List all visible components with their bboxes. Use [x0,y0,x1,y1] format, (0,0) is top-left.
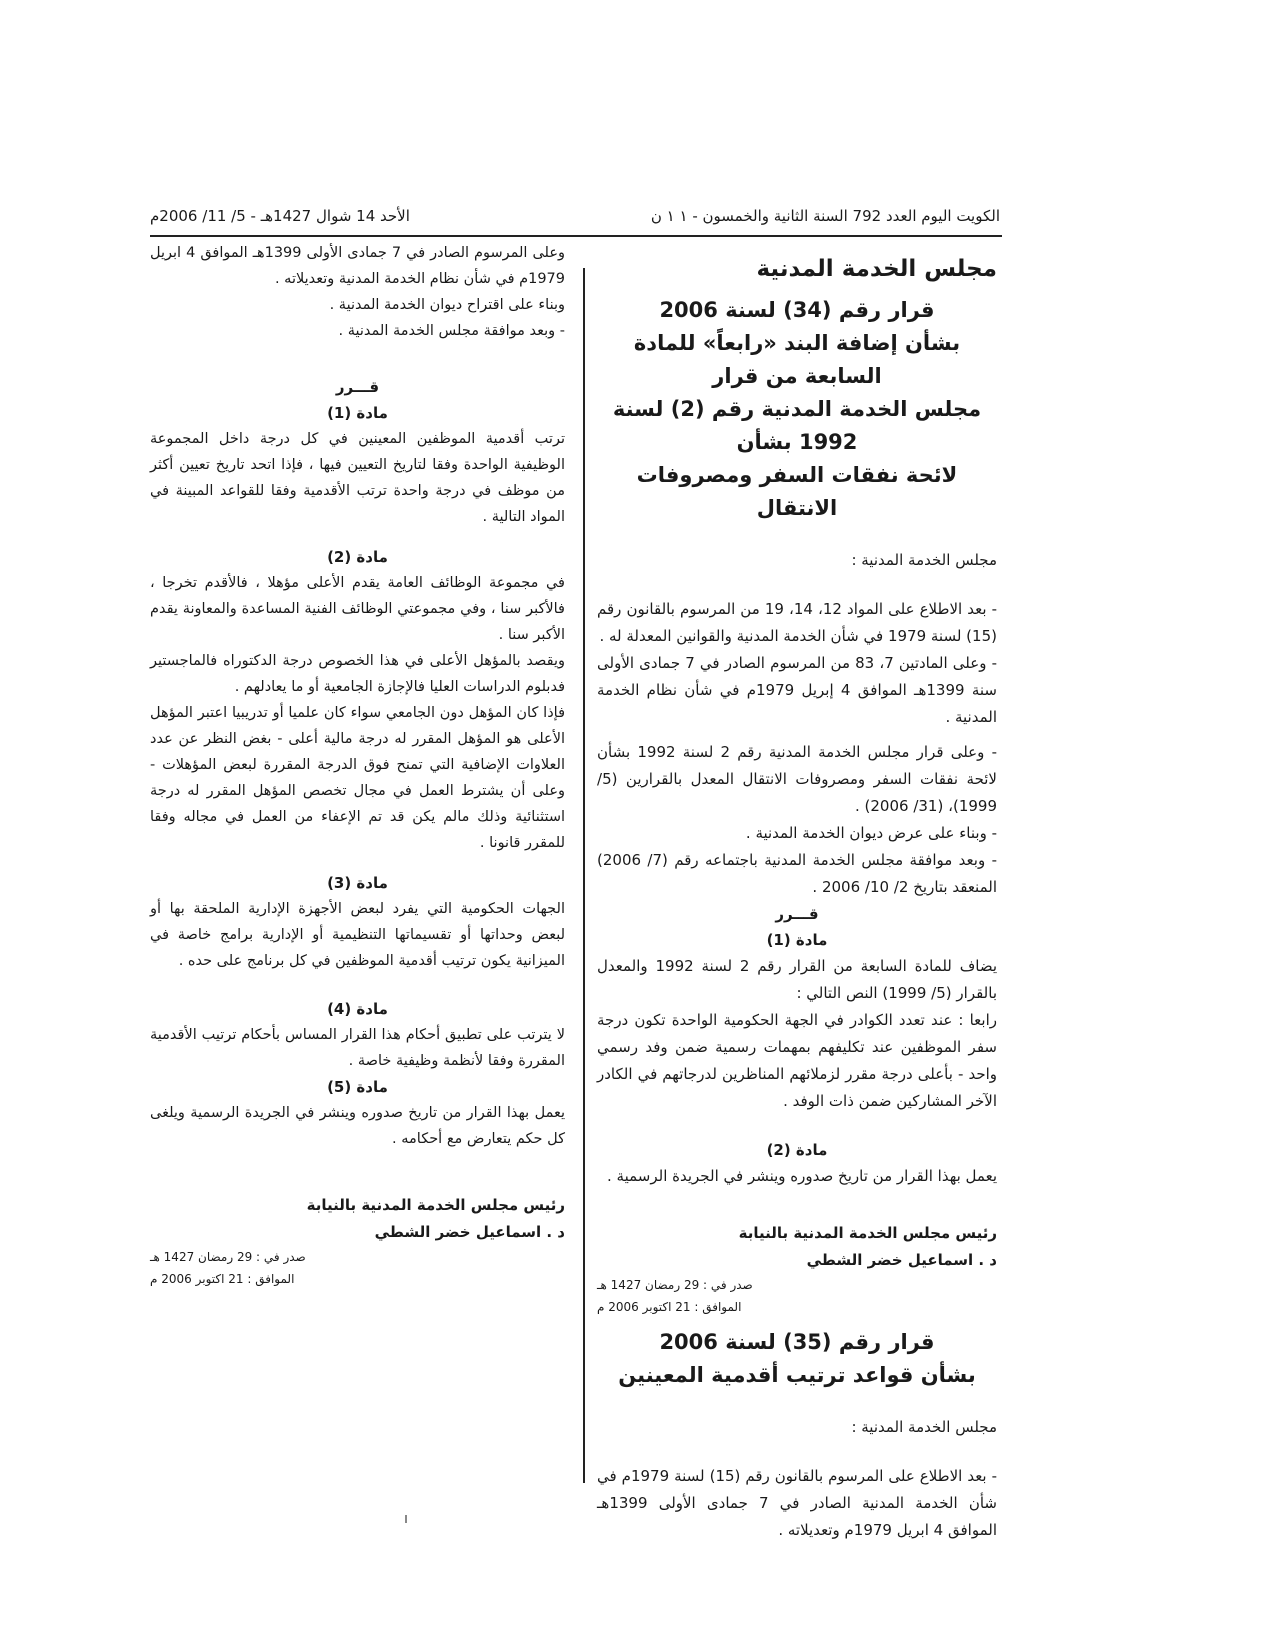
section-heading: مجلس الخدمة المدنية [756,256,997,282]
preamble-paragraph: - بعد الاطلاع على المرسوم بالقانون رقم (15) لسنة 1979م في شأن الخدمة المدنية الصادر في 7 جمادى الأولى 1399هـ الموافق 4 ابريل 1979م وتعديلاته . [597,1467,997,1539]
article-text: الجهات الحكومية التي يفرد لبعض الأجهزة الإدارية الملحقة بها أو لبعض وحداتها أو تقسيماتها التنظيمية أو الإدارية برامج خاصة في الميزانية يكون ترتيب أقدمية الموظفين في كل برنامج على حده . [150,901,565,969]
article-text: يضاف للمادة السابعة من القرار رقم 2 لسنة 1992 والمعدل بالقرار (5/ 1999) النص التالي : [597,957,998,1002]
decision35-title: بشأن قواعد ترتيب أقدمية المعينين [618,1363,976,1387]
article-text: فإذا كان المؤهل دون الجامعي سواء كان علميا أو تدريبيا اعتبر المؤهل الأعلى هو المؤهل المقرر له درجة مالية أعلى - بغض النظر عن عدد العلاوات الإضافية التي تمنح فوق الدرجة المقررة لبعض المؤهلات - وعلى أن يشترط العمل في مجال تخصص المؤهل المقرر له درجة استثنائية وذلك مالم يكن قد تم الإعفاء من العمل في مجاله وفقا للمقرر قانونا . [150,705,565,851]
preamble-paragraph: - وعلى قرار مجلس الخدمة المدنية رقم 2 لسنة 1992 بشأن لائحة نفقات السفر ومصروفات الانتقال المعدل بالقرارين (5/ 1999)، (31/ 2006) . [597,743,997,815]
article-title: مادة (2) [766,1141,828,1159]
article-title: مادة (4) [327,1000,388,1018]
left-column [150,240,565,1290]
article-text: لا يترتب على تطبيق أحكام هذا القرار المساس بأحكام ترتيب الأقدمية المقررة وفقا لأنظمة وظيفية خاصة . [150,1027,565,1069]
signature-title: رئيس مجلس الخدمة المدنية بالنيابة [738,1224,997,1242]
signature-name: د . اسماعيل خضر الشطي [374,1223,565,1241]
column-divider [583,268,585,1483]
header-rule [150,235,1002,237]
decision34-title: قرار رقم (34) لسنة 2006 [659,298,935,322]
decision35-title: قرار رقم (35) لسنة 2006 [659,1330,935,1354]
issued-date-gregorian: الموافق : 21 اكتوبر 2006 م [150,1272,295,1286]
issued-date: صدر في : 29 رمضان 1427 هـ [150,1250,306,1264]
article-text: ترتب أقدمية الموظفين المعينين في كل درجة داخل المجموعة الوظيفية الواحدة وفقا لتاريخ التعيين فيها ، فإذا اتحد تاريخ تعيين أكثر من موظف في درجة واحدة ترتب الأقدمية وفقا للقواعد المبينة في المواد التالية . [150,431,565,525]
signature-name: د . اسماعيل خضر الشطي [806,1251,997,1269]
decision35-intro: مجلس الخدمة المدنية : [851,1418,997,1436]
preamble-paragraph: وعلى المرسوم الصادر في 7 جمادى الأولى 1399هـ الموافق 4 ابريل 1979م في شأن نظام الخدمة المدنية وتعديلاته . [150,245,565,287]
header-date: الأحد 14 شوال 1427هـ - 5/ 11/ 2006م [150,207,410,225]
issued-date: صدر في : 29 رمضان 1427 هـ [597,1278,753,1292]
decision34-title: لائحة نفقات السفر ومصروفات الانتقال [636,463,958,520]
article-text: في مجموعة الوظائف العامة يقدم الأعلى مؤهلا ، فالأقدم تخرجا ، فالأكبر سنا ، وفي مجموعتي الوظائف الفنية المساعدة والمعاونة يقدم الأكبر سنا . [150,575,565,643]
article-title: مادة (3) [327,874,388,892]
signature-title: رئيس مجلس الخدمة المدنية بالنيابة [306,1196,565,1214]
article-text: ويقصد بالمؤهل الأعلى في هذا الخصوص درجة الدكتوراه فالماجستير فدبلوم الدراسات العليا فالإجازة الجامعية أو ما يعادلهم . [150,653,565,695]
preamble-paragraph: وبناء على اقتراح ديوان الخدمة المدنية . [329,297,565,313]
scan-mark [405,1515,407,1523]
right-column [597,252,997,1544]
decision34-title: مجلس الخدمة المدنية رقم (2) لسنة 1992 بشأن [612,397,982,454]
article-title: مادة (2) [327,548,388,566]
article-text: يعمل بهذا القرار من تاريخ صدوره وينشر في الجريدة الرسمية ويلغى كل حكم يتعارض مع أحكامه . [150,1105,565,1147]
article-title: مادة (5) [327,1078,388,1096]
preamble-paragraph: - وبعد موافقة مجلس الخدمة المدنية باجتماعه رقم (7/ 2006) المنعقد بتاريخ 2/ 10/ 2006 . [597,851,997,896]
page-header [150,202,1000,232]
preamble-paragraph: - وعلى المادتين 7، 83 من المرسوم الصادر في 7 جمادى الأولى سنة 1399هـ الموافق 4 إبريل 1979م في شأن نظام الخدمة المدنية . [597,654,998,726]
issued-date-gregorian: الموافق : 21 اكتوبر 2006 م [597,1300,742,1314]
decided-heading: قـــرر [335,378,380,396]
article-text: يعمل بهذا القرار من تاريخ صدوره وينشر في الجريدة الرسمية . [607,1167,997,1185]
preamble-paragraph: - وبناء على عرض ديوان الخدمة المدنية . [745,824,997,842]
article-title: مادة (1) [766,931,828,949]
preamble-paragraph: - وبعد موافقة مجلس الخدمة المدنية . [338,323,565,339]
decision34-title: بشأن إضافة البند «رابعاً» للمادة السابعة من قرار [633,331,961,388]
preamble-paragraph: - بعد الاطلاع على المواد 12، 14، 19 من المرسوم بالقانون رقم (15) لسنة 1979 في شأن الخدمة المدنية والقوانين المعدلة له . [597,600,998,645]
article-clause: رابعا : عند تعدد الكوادر في الجهة الحكومية الواحدة تكون درجة سفر الموظفين عند تكليفهم بمهمات رسمية ضمن وفد رسمي واحد - بأعلى درجة مقرر لزملائهم المناظرين لدرجاتهم في الكادر الآخر المشاركين ضمن ذات الوفد . [597,1011,997,1110]
decision34-intro: مجلس الخدمة المدنية : [851,551,997,569]
decided-heading: قـــرر [775,905,819,923]
header-issue-info: الكويت اليوم العدد 792 السنة الثانية والخمسون - ١ ١ ن [650,207,1000,225]
article-title: مادة (1) [327,404,388,422]
